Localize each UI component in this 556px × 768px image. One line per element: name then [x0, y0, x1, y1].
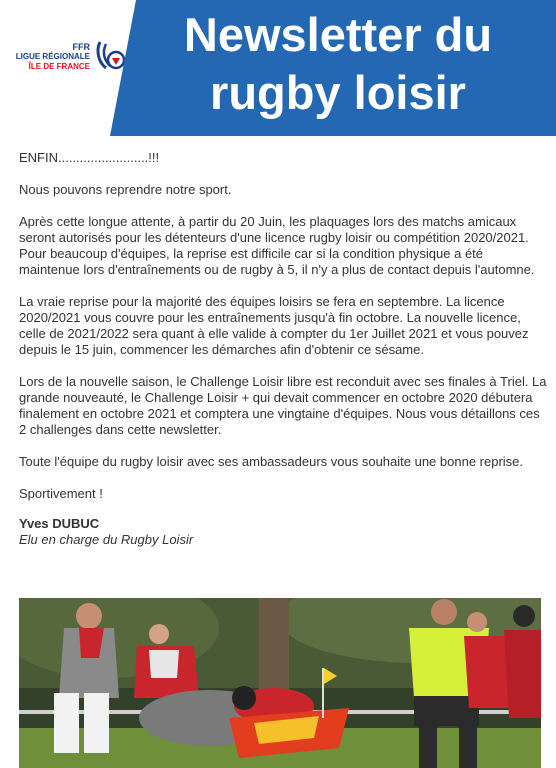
- paragraph-licence: La vraie reprise pour la majorité des équipes loisirs se fera en septembre. La licence 2020/2021 vous couvre pour les entraînements jusqu'à fin octobre. La nouvelle licence, celle de 2021/2022 sera quant à elle valide à compter du 1er Juillet 2021 et vous pouvez depuis le 15 juin, commencer les démarches afin d'obtenir ce sésame.: [19, 294, 529, 357]
- newsletter-title: [120, 6, 556, 122]
- title-line-1: Newsletter du: [183, 8, 493, 61]
- title-line-2: rugby loisir: [210, 66, 466, 119]
- logo-line-2: LIGUE RÉGIONALE: [15, 52, 90, 61]
- photo-illustration: [19, 598, 541, 768]
- paragraph-reprise: Toute l'équipe du rugby loisir avec ses ambassadeurs vous souhaite une bonne reprise.: [19, 454, 524, 469]
- newsletter-body: [19, 150, 547, 548]
- paragraph-intro: ENFIN.........................!!!: [19, 150, 160, 165]
- paragraph-plaquages: Après cette longue attente, à partir du 20 Juin, les plaquages lors des matchs amicaux seront autorisés pour les détenteurs d'une licence rugby loisir ou compétition 2020/2021. Pour beaucoup d'équipes, la reprise est difficile car si la condition physique a été maintenue lors d'entraînements ou de rugby à 5, il n'y a plus de contact depuis l'automne.: [19, 214, 535, 277]
- logo-line-1: FFR: [72, 42, 90, 52]
- logo-line-3: ÎLE DE FRANCE: [28, 62, 90, 71]
- newsletter-header: [0, 0, 556, 136]
- logo-text: [16, 42, 90, 72]
- signature-name: Yves DUBUC: [19, 516, 100, 531]
- paragraph-resume: Nous pouvons reprendre notre sport.: [19, 182, 232, 197]
- rugby-match-photo: [19, 598, 541, 768]
- paragraph-sportivement: Sportivement !: [19, 486, 103, 501]
- signature-role: Elu en charge du Rugby Loisir: [19, 532, 194, 547]
- paragraph-challenge: Lors de la nouvelle saison, le Challenge Loisir libre est reconduit avec ses finales à Triel. La grande nouveauté, le Challenge Loisir + qui devait commencer en octobre 2020 débutera finalement en octobre 2021 et comptera une vingtaine d'équipes. Nous vous détaillons ces 2 challenges dans cette newsletter.: [19, 374, 547, 437]
